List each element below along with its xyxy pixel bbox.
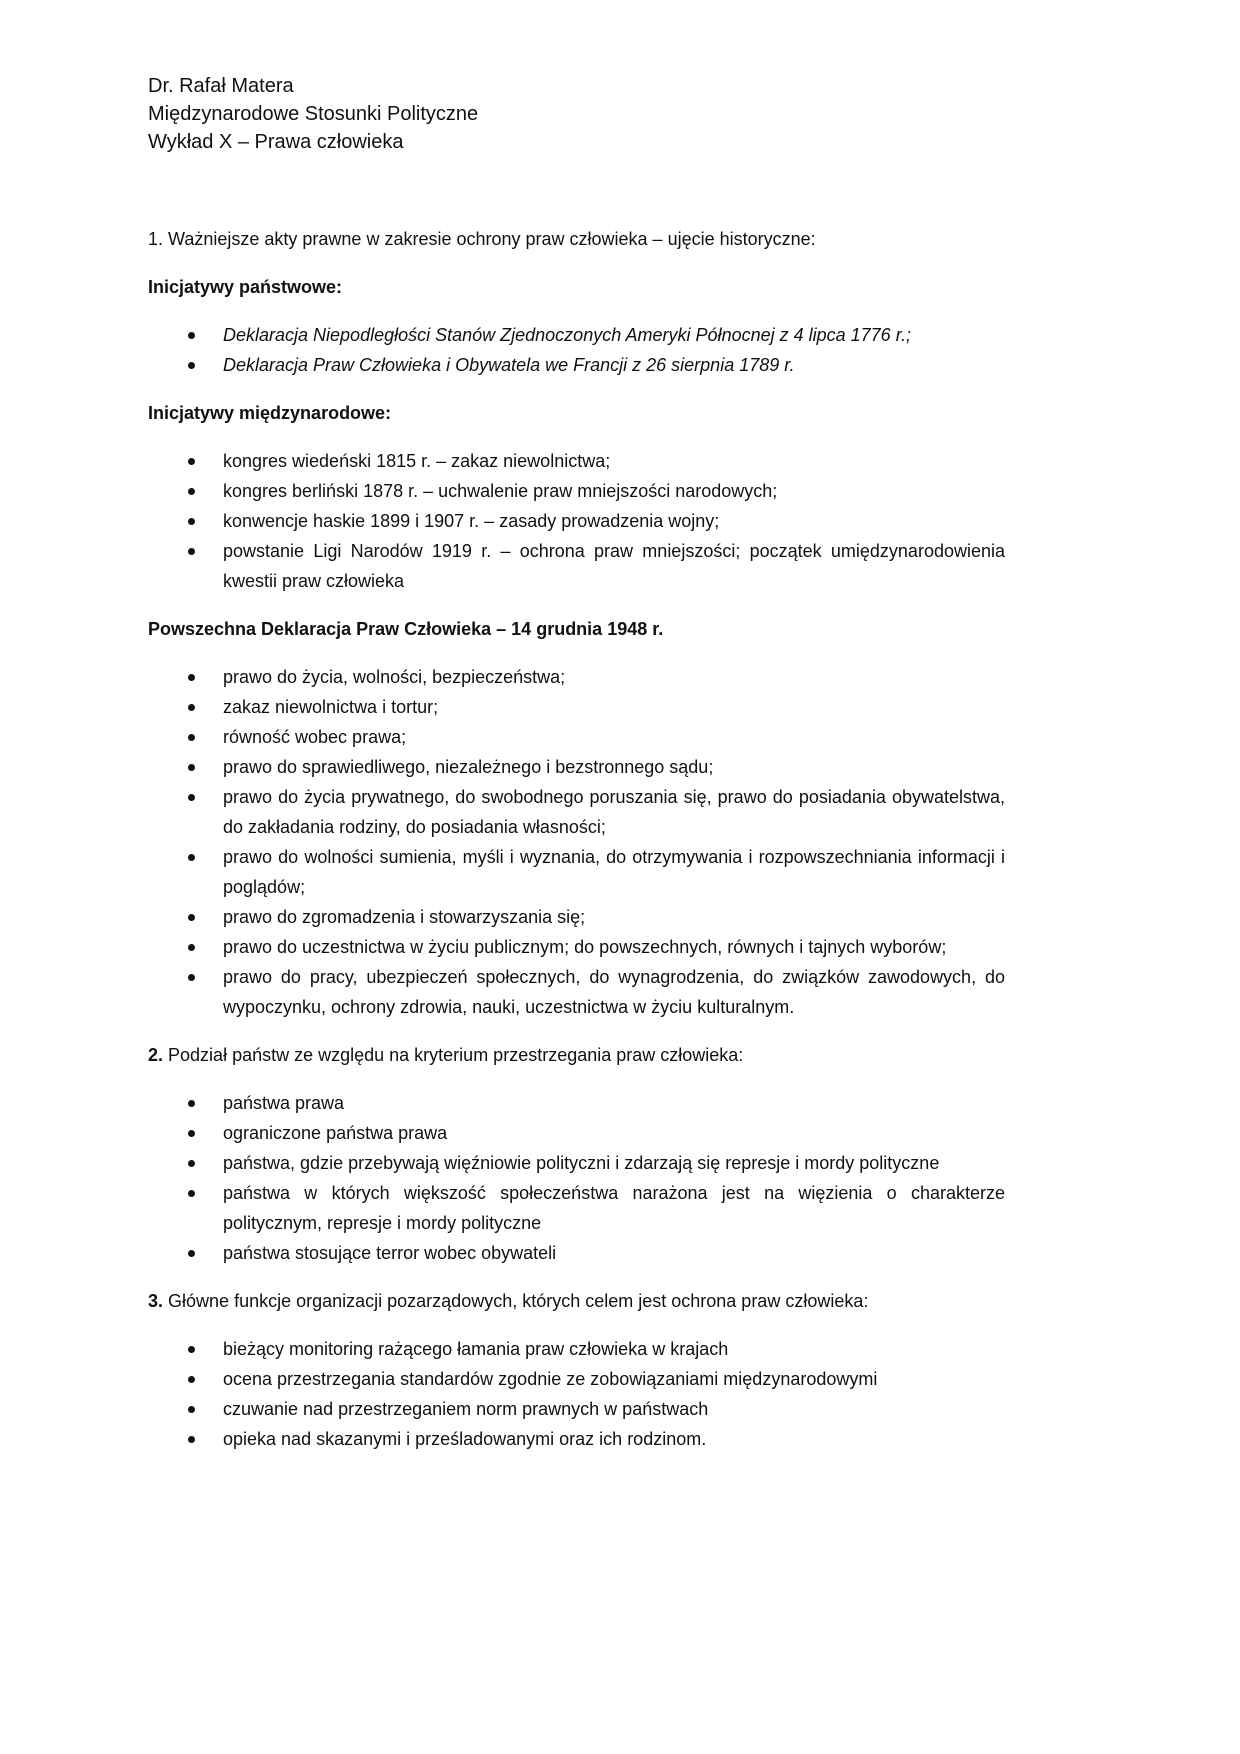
udhr-heading: Powszechna Deklaracja Praw Człowieka – 14 grudnia 1948 r. (148, 619, 664, 639)
bullet-icon (188, 854, 195, 861)
bullet-icon (188, 362, 195, 369)
udhr-rights-list (148, 662, 1005, 1022)
list-item: powstanie Ligi Narodów 1919 r. – ochrona praw mniejszości; początek umiędzynarodowienia kwestii praw człowieka (148, 536, 1005, 596)
bullet-icon (188, 1376, 195, 1383)
bullet-icon (188, 1406, 195, 1413)
section-3-title: Główne funkcje organizacji pozarządowych, których celem jest ochrona praw człowieka: (168, 1291, 869, 1311)
bullet-icon (188, 1190, 195, 1197)
section-1 (148, 224, 1005, 1022)
bullet-icon (188, 944, 195, 951)
bullet-icon (188, 548, 195, 555)
list-item: ocena przestrzegania standardów zgodnie ze zobowiązaniami międzynarodowymi (148, 1364, 1005, 1394)
bullet-icon (188, 488, 195, 495)
list-item: Deklaracja Praw Człowieka i Obywatela we Francji z 26 sierpnia 1789 r. (148, 350, 1005, 380)
lecture-title: Wykład X – Prawa człowieka (148, 131, 404, 153)
list-item: państwa stosujące terror wobec obywateli (148, 1238, 1005, 1268)
bullet-icon (188, 518, 195, 525)
section-1-heading (148, 224, 1005, 254)
author-name: Dr. Rafał Matera (148, 75, 294, 97)
international-initiatives-heading: Inicjatywy międzynarodowe: (148, 403, 392, 423)
list-item: Deklaracja Niepodległości Stanów Zjednoczonych Ameryki Północnej z 4 lipca 1776 r.; (148, 320, 1005, 350)
bullet-icon (188, 734, 195, 741)
section-1-title: Ważniejsze akty prawne w zakresie ochrony praw człowieka – ujęcie historyczne: (168, 229, 816, 249)
list-item: prawo do uczestnictwa w życiu publicznym; do powszechnych, równych i tajnych wyborów; (148, 932, 1005, 962)
list-item: państwa, gdzie przebywają więźniowie polityczni i zdarzają się represje i mordy polityczne (148, 1148, 1005, 1178)
bullet-icon (188, 794, 195, 801)
bullet-icon (188, 1250, 195, 1257)
state-classification-list (148, 1088, 1005, 1268)
course-name: Międzynarodowe Stosunki Polityczne (148, 103, 479, 125)
bullet-icon (188, 458, 195, 465)
document-header (148, 72, 1005, 156)
list-item: prawo do zgromadzenia i stowarzyszania się; (148, 902, 1005, 932)
state-initiatives-list (148, 320, 1005, 380)
ngo-functions-list (148, 1334, 1005, 1454)
section-2-number: 2. (148, 1045, 164, 1065)
list-item: kongres berliński 1878 r. – uchwalenie praw mniejszości narodowych; (148, 476, 1005, 506)
list-item: równość wobec prawa; (148, 722, 1005, 752)
list-item: państwa prawa (148, 1088, 1005, 1118)
section-2-title: Podział państw ze względu na kryterium przestrzegania praw człowieka: (168, 1045, 744, 1065)
bullet-icon (188, 1436, 195, 1443)
bullet-icon (188, 1346, 195, 1353)
bullet-icon (188, 974, 195, 981)
bullet-icon (188, 1130, 195, 1137)
section-2-heading (148, 1040, 1005, 1070)
list-item: prawo do życia prywatnego, do swobodnego poruszania się, prawo do posiadania obywatelstwa, do zakładania rodziny, do posiadania własności; (148, 782, 1005, 842)
international-initiatives-list (148, 446, 1005, 596)
list-item: ograniczone państwa prawa (148, 1118, 1005, 1148)
section-3 (148, 1286, 1005, 1454)
section-2 (148, 1040, 1005, 1268)
bullet-icon (188, 1160, 195, 1167)
bullet-icon (188, 704, 195, 711)
section-3-heading (148, 1286, 1005, 1316)
list-item: konwencje haskie 1899 i 1907 r. – zasady prowadzenia wojny; (148, 506, 1005, 536)
state-initiatives-heading: Inicjatywy państwowe: (148, 277, 343, 297)
list-item: zakaz niewolnictwa i tortur; (148, 692, 1005, 722)
bullet-icon (188, 332, 195, 339)
list-item: czuwanie nad przestrzeganiem norm prawnych w państwach (148, 1394, 1005, 1424)
bullet-icon (188, 1100, 195, 1107)
list-item: kongres wiedeński 1815 r. – zakaz niewolnictwa; (148, 446, 1005, 476)
bullet-icon (188, 914, 195, 921)
list-item: prawo do wolności sumienia, myśli i wyznania, do otrzymywania i rozpowszechniania informacji i poglądów; (148, 842, 1005, 902)
document-page (148, 72, 1005, 1454)
list-item: opieka nad skazanymi i prześladowanymi oraz ich rodzinom. (148, 1424, 1005, 1454)
list-item: prawo do sprawiedliwego, niezależnego i bezstronnego sądu; (148, 752, 1005, 782)
section-1-number: 1. (148, 229, 164, 249)
section-3-number: 3. (148, 1291, 164, 1311)
bullet-icon (188, 764, 195, 771)
list-item: prawo do pracy, ubezpieczeń społecznych, do wynagrodzenia, do związków zawodowych, do wypoczynku, ochrony zdrowia, nauki, uczestnictwa w życiu kulturalnym. (148, 962, 1005, 1022)
bullet-icon (188, 674, 195, 681)
list-item: prawo do życia, wolności, bezpieczeństwa; (148, 662, 1005, 692)
list-item: bieżący monitoring rażącego łamania praw człowieka w krajach (148, 1334, 1005, 1364)
list-item: państwa w których większość społeczeństwa narażona jest na więzienia o charakterze politycznym, represje i mordy polityczne (148, 1178, 1005, 1238)
